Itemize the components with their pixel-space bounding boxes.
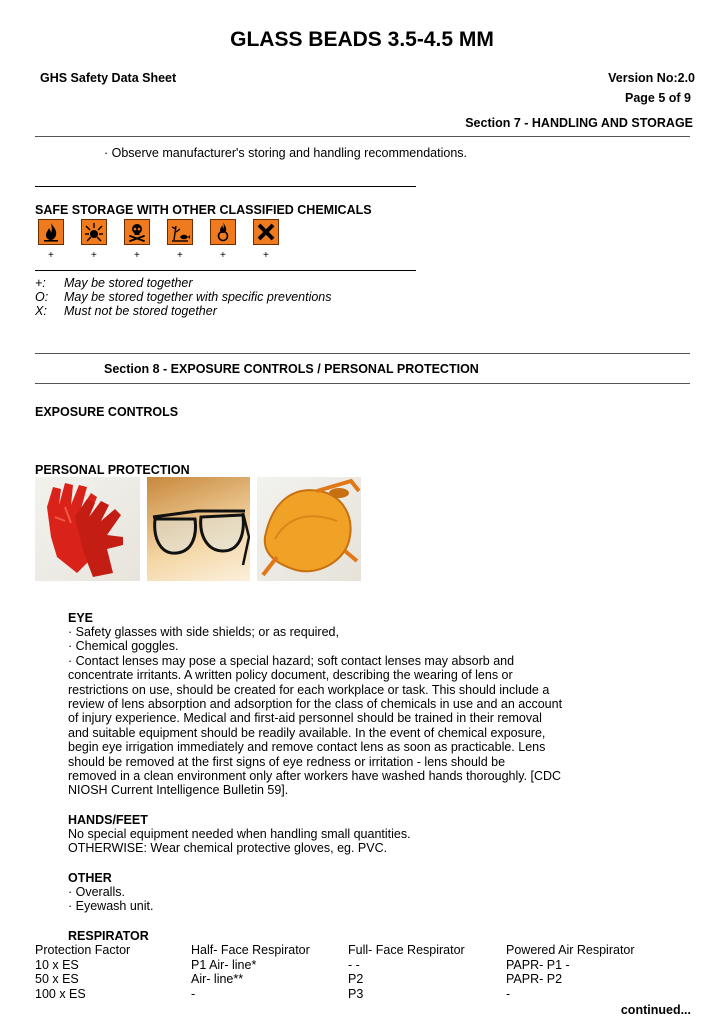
other-line: · Overalls.: [68, 885, 125, 899]
storage-mark: +: [220, 250, 226, 261]
respirator-column: [348, 943, 465, 1002]
respirator-cell: P1 Air- line*: [191, 957, 257, 972]
respirator-cell: -: [191, 987, 196, 1002]
storage-mark: +: [263, 250, 269, 261]
section8-title: Section 8 - EXPOSURE CONTROLS / PERSONAL PROTECTION: [104, 362, 479, 376]
safety-glasses-image: [147, 477, 250, 581]
eye-line: · Contact lenses may pose a special hazard; soft contact lenses may absorb and: [68, 653, 515, 668]
exposure-controls-heading: EXPOSURE CONTROLS: [35, 405, 179, 419]
eye-line: · Chemical goggles.: [68, 639, 179, 654]
environment-pictogram-icon: [167, 219, 193, 245]
hands-text: [68, 827, 411, 856]
respirator-cell: 100 x ES: [35, 987, 86, 1002]
oxidizer-pictogram-icon: [210, 219, 236, 245]
respirator-column: [35, 943, 130, 1002]
gloves-image: [35, 477, 140, 581]
respirator-column: [506, 943, 635, 1002]
flame-pictogram-icon: [38, 219, 64, 245]
hands-heading: HANDS/FEET: [68, 813, 148, 827]
storage-mark: +: [48, 250, 54, 261]
other-heading: OTHER: [68, 871, 112, 885]
storage-mark: +: [134, 250, 140, 261]
harmful-cross-pictogram-icon: [253, 219, 279, 245]
respirator-cell: Half- Face Respirator: [191, 943, 310, 957]
hands-line: No special equipment needed when handling small quantities.: [68, 827, 411, 841]
legend-key: +:: [35, 276, 46, 290]
respirator-cell: P3: [348, 987, 364, 1002]
divider: [35, 270, 416, 271]
divider: [35, 186, 416, 187]
respirator-cell: 50 x ES: [35, 972, 79, 987]
divider: [35, 383, 690, 384]
other-line: · Eyewash unit.: [68, 899, 154, 914]
legend-key: O:: [35, 290, 49, 304]
legend-key: X:: [35, 304, 47, 318]
version-label: Version No:2.0: [608, 71, 695, 85]
section7-title: Section 7 - HANDLING AND STORAGE: [465, 116, 693, 130]
divider: [35, 353, 690, 354]
eye-line: restrictions on use, should be created for each workplace or task. This should include a: [68, 682, 550, 697]
eye-line: NIOSH Current Intelligence Bulletin 59].: [68, 783, 289, 798]
storage-mark: +: [177, 250, 183, 261]
respirator-cell: Protection Factor: [35, 943, 131, 957]
explosive-pictogram-icon: [81, 219, 107, 245]
document-title: GLASS BEADS 3.5-4.5 MM: [230, 28, 494, 51]
eye-text: [68, 625, 562, 798]
respirator-cell: Full- Face Respirator: [348, 943, 465, 957]
legend-text: May be stored together: [64, 276, 193, 290]
respirator-cell: 10 x ES: [35, 957, 79, 972]
dust-mask-image: [257, 477, 361, 581]
respirator-cell: - -: [348, 957, 360, 972]
section7-bullet: · Observe manufacturer's storing and handling recommendations.: [104, 146, 467, 160]
eye-line: and suitable equipment should be readily available. In the event of chemical exposure,: [68, 725, 546, 740]
eye-line: removed in a clean environment only after workers have washed hands thoroughly. [CDC: [68, 769, 562, 784]
divider: [35, 136, 690, 137]
eye-heading: EYE: [68, 611, 94, 625]
legend-text: May be stored together with specific preventions: [64, 290, 332, 304]
personal-protection-heading: PERSONAL PROTECTION: [35, 463, 190, 477]
respirator-cell: Powered Air Respirator: [506, 943, 635, 957]
respirator-heading: RESPIRATOR: [68, 929, 149, 943]
legend-text: Must not be stored together: [64, 304, 217, 318]
respirator-cell: P2: [348, 972, 364, 987]
eye-line: begin eye irrigation immediately and remove contact lens as soon as practicable. Lens: [68, 740, 546, 755]
respirator-cell: PAPR- P1 -: [506, 957, 570, 972]
respirator-cell: -: [506, 987, 511, 1002]
doc-type-label: GHS Safety Data Sheet: [40, 71, 177, 85]
respirator-cell: PAPR- P2: [506, 972, 563, 987]
page-number: Page 5 of 9: [625, 91, 691, 105]
eye-line: concentrate irritants. A written policy document, describing the wearing of lens or: [68, 668, 513, 683]
eye-line: · Safety glasses with side shields; or as required,: [68, 625, 339, 639]
storage-heading: SAFE STORAGE WITH OTHER CLASSIFIED CHEMICALS: [35, 203, 372, 217]
toxic-skull-pictogram-icon: [124, 219, 150, 245]
continued-label: continued...: [620, 1003, 691, 1017]
eye-line: of injury experience. Medical and first-aid personnel should be trained in their removal: [68, 711, 542, 726]
hands-line: OTHERWISE: Wear chemical protective gloves, eg. PVC.: [68, 841, 388, 856]
eye-line: should be removed at the first signs of eye redness or irritation - lens should be: [68, 754, 506, 769]
eye-line: review of lens absorption and adsorption for the class of chemicals in use and an account: [68, 697, 563, 712]
respirator-column: [191, 943, 310, 1002]
other-text: [68, 885, 153, 914]
respirator-cell: Air- line**: [191, 972, 244, 987]
storage-mark: +: [91, 250, 97, 261]
